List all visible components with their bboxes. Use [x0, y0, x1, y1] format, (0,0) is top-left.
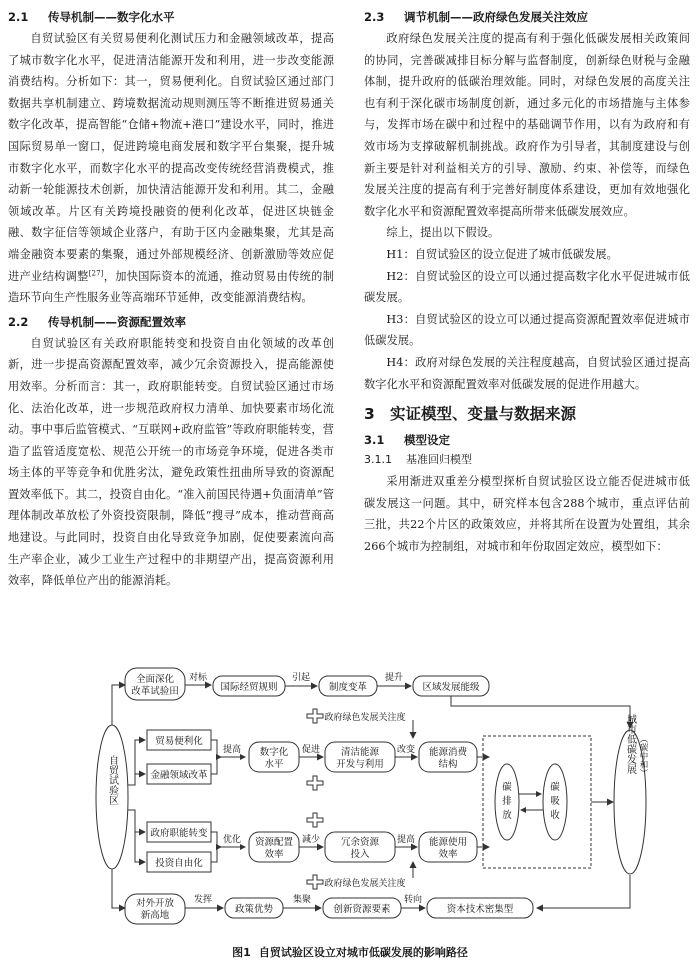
svg-text:区域发展能级: 区域发展能级: [422, 682, 480, 693]
svg-text:对外开放: 对外开放: [135, 898, 175, 909]
section-3-1-1-heading: 3.1.1 基准回归模型: [364, 453, 472, 467]
hypothesis-h2: H2：自贸试验区的设立可以通过提高数字化水平促进城市低碳发展。: [364, 269, 690, 305]
svg-text:结构: 结构: [438, 759, 458, 770]
svg-text:改革试验田: 改革试验田: [131, 686, 179, 697]
svg-text:政府职能转变: 政府职能转变: [150, 828, 208, 839]
svg-text:发挥: 发挥: [193, 895, 213, 905]
citation: [27]: [88, 268, 104, 277]
section-3-1-1-body: 采用渐进双重差分模型探析自贸试验区设立能否促进城市低碳发展这一问题。其中，研究样本包含288个城市，重点评估前三批，共22个片区的政策效应，并将其所在设置为处置组，其余266个城市为控制组，对城市和年份取固定效应，模型如下：: [364, 475, 690, 553]
svg-text:新高地: 新高地: [140, 910, 170, 921]
svg-text:减少: 减少: [301, 835, 321, 845]
hypothesis-h3: H3：自贸试验区的设立可以通过提高资源配置效率促进城市低碳发展。: [364, 312, 690, 348]
svg-text:吸: 吸: [550, 796, 560, 807]
svg-text:引起: 引起: [291, 673, 311, 683]
hypothesis-h1: H1：自贸试验区的设立促进了城市低碳发展。: [386, 247, 618, 261]
svg-text:政府绿色发展关注度: 政府绿色发展关注度: [324, 879, 406, 889]
section-3-heading: 3 实证模型、变量与数据来源: [364, 405, 577, 424]
section-2-1-body: 自贸试验区有关贸易便利化测试压力和金融领域改革，提高了城市数字化水平，促进清洁能源开发和利用，进一步改变能源消费结构。分析如下：其一，贸易便利化。自贸试验区通过部门数据共享机制建立、跨境数据流动规则测压等不断推进贸易通关数字化改革，提高智能“仓储+物流+港口”建设水平，同时，推进国际贸易单一窗口，促进跨境电商发展和数字平台集聚，提升城市数字化水平，而数字化水平的提高改变传统经营消费模式，推动新一轮能源技术创新，加快清洁能源开发和利用。其二，金融领域改革。片区有关跨境投融资的便利化改革，促进区块链金融、数字征信等领域企业落户，有助于区内金融集聚，尤其是高端金融资本要素的集聚，通过外部规模经济、创新激励等效应促进产业结构调整[27]，加快国际资本的流通，推动贸易由传统的制造环节向生产性服务业等高端环节延伸，改变能源消费结构。: [8, 32, 334, 305]
svg-text:开发与利用: 开发与利用: [336, 759, 384, 770]
svg-text:收: 收: [550, 810, 560, 821]
svg-text:能源消费: 能源消费: [428, 747, 468, 758]
plus-icon: [307, 709, 323, 889]
svg-text:资本技术密集型: 资本技术密集型: [446, 904, 514, 915]
section-2-3-body: 政府绿色发展关注度的提高有利于强化低碳发展相关政策间的协同，完善碳减排目标分解与监督制度，创新绿色财税与金融体制，提升政府的低碳治理效能。同时，对绿色发展的高度关注也有利于深化碳市场制度创新，通过多元化的市场措施与主体参与，发挥市场在碳中和过程中的基础调节作用，以有为政府和有效市场为支撑破解机制挑战。政府作为引导者，其制度建设与创新主要是针对利益相关方的引导、激励、约束、补偿等，而绿色发展关注度的提高有利于完善好制度体系建设，更加有效地强化数字化水平和资源配置效率提高所带来低碳发展效应。: [364, 32, 690, 218]
svg-text:金融领域改革: 金融领域改革: [150, 770, 208, 781]
svg-text:贸易便利化: 贸易便利化: [155, 736, 203, 747]
figure-caption: 图1 自贸试验区设立对城市低碳发展的影响路径: [232, 946, 468, 959]
svg-text:水平: 水平: [264, 759, 284, 770]
svg-text:效率: 效率: [438, 849, 458, 860]
svg-text:自贸试验区: 自贸试验区: [106, 755, 118, 805]
svg-text:投资自由化: 投资自由化: [155, 858, 203, 869]
svg-text:全面深化: 全面深化: [135, 674, 175, 685]
svg-text:放: 放: [502, 810, 512, 821]
hypothesis-h4: H4：政府对绿色发展的关注程度越高，自贸试验区通过提高数字化水平和资源配置效率对低碳发展的促进作用越大。: [364, 355, 690, 391]
svg-text:（碳中和）: （碳中和）: [638, 734, 648, 778]
section-2-1-heading: 2.1 传导机制——数字化水平: [8, 10, 175, 24]
svg-text:优化: 优化: [222, 835, 242, 845]
svg-text:政府绿色发展关注度: 政府绿色发展关注度: [324, 713, 406, 723]
right-column: [364, 8, 690, 557]
svg-text:城市低碳发展: 城市低碳发展: [624, 714, 636, 774]
svg-text:国际经贸规则: 国际经贸规则: [220, 682, 278, 693]
svg-text:效率: 效率: [264, 849, 284, 860]
svg-text:集聚: 集聚: [292, 895, 312, 905]
svg-text:政策优势: 政策优势: [234, 904, 274, 915]
svg-text:清洁能源: 清洁能源: [340, 747, 380, 758]
svg-text:排: 排: [502, 796, 512, 807]
svg-text:转向: 转向: [403, 895, 423, 905]
carbon-dashed-box: [483, 736, 591, 868]
section-2-2-body: 自贸试验区有关政府职能转变和投资自由化领域的改革创新，进一步提高资源配置效率，减少冗余资源投入，提高能源使用效率。分析而言：其一，政府职能转变。自贸试验区通过市场化、法治化改革，进一步规范政府权力清单、加快要素市场化流动。事中事后监管模式、“互联网+政府监管”等政府职能转变，营造了监管适度宽松、规范公开统一的市场竞争环境，促进各类市场主体的平等竞争和优胜劣汰，避免政策性扭曲所导致的资源配置效率低下。其二，投资自由化。“准入前国民待遇+负面清单”管理体制改革放松了外资投资限制，降低“搜寻”成本，推动营商高地建设。与此同时，投资自由化导致竞争加剧，促使要素流向高生产率企业，减少工业生产过程中的非期望产出，提高资源利用效率，降低单位产出的能源消耗。: [8, 336, 334, 588]
svg-text:冗余资源: 冗余资源: [340, 837, 380, 848]
path-diagram: [95, 640, 685, 940]
svg-text:数字化: 数字化: [259, 747, 289, 758]
svg-text:制度变革: 制度变革: [328, 682, 368, 693]
summary-text: 综上，提出以下假设。: [386, 226, 500, 240]
section-2-3-heading: 2.3 调节机制——政府绿色发展关注效应: [364, 10, 588, 24]
svg-text:促进: 促进: [301, 745, 321, 755]
svg-text:提高: 提高: [396, 835, 416, 845]
svg-text:资源配置: 资源配置: [254, 837, 294, 848]
svg-text:提升: 提升: [384, 673, 404, 683]
svg-text:碳: 碳: [550, 782, 560, 793]
svg-text:对标: 对标: [188, 673, 208, 683]
svg-text:碳: 碳: [502, 782, 512, 793]
svg-text:提高: 提高: [222, 745, 242, 755]
svg-text:改变: 改变: [396, 745, 416, 755]
svg-text:创新资源要素: 创新资源要素: [333, 904, 391, 915]
svg-text:投入: 投入: [350, 849, 370, 860]
section-3-1-heading: 3.1 模型设定: [364, 433, 450, 448]
section-2-2-heading: 2.2 传导机制——资源配置效率: [8, 314, 186, 329]
left-column: [8, 8, 334, 592]
svg-text:能源使用: 能源使用: [428, 837, 468, 848]
